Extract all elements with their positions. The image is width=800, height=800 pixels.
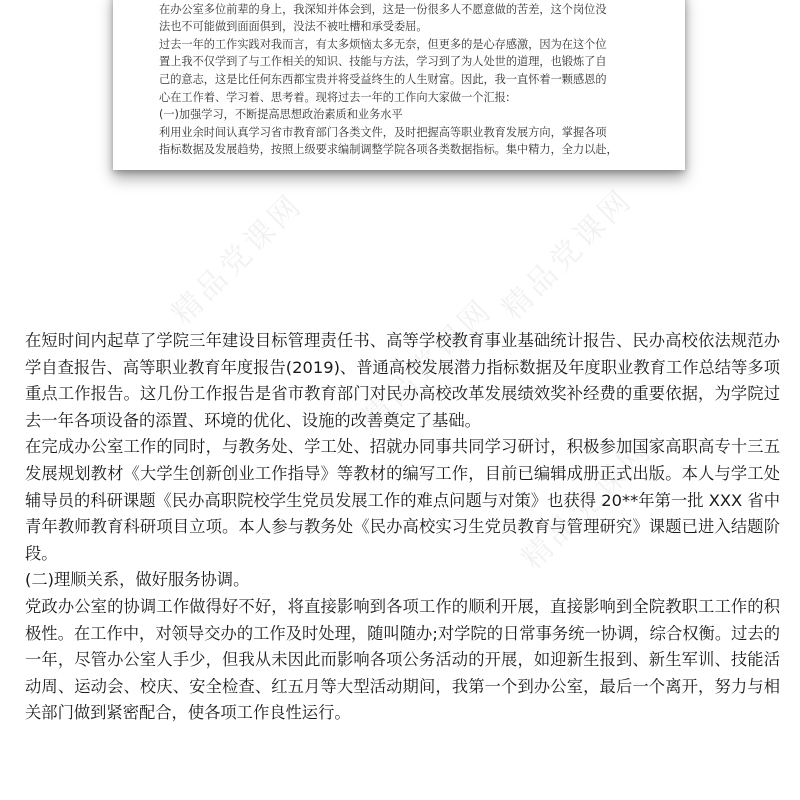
card-line: 心在工作着、学习着、思考着。现将过去一年的工作向大家做一个汇报: [159, 90, 510, 104]
card-line: 利用业余时间认真学习省市教育部门各类文件，及时把握高等职业教育发展方向，掌握各项 [159, 125, 607, 139]
document-body [25, 328, 780, 727]
document-page-text [113, 0, 685, 159]
document-page-preview [113, 0, 685, 170]
card-line: 过去一年的工作实践对我而言，有太多烦恼太多无奈，但更多的是心存感激，因为在这个位 [159, 37, 607, 51]
watermark: 精品党课网 [514, 431, 660, 577]
card-line: 法也不可能做到面面俱到，没法不被吐槽和承受委屈。 [159, 20, 428, 34]
card-line: 己的意志，这是比任何东西都宝贵并将受益终生的人生财富。因此，我一直怀着一颗感恩的 [159, 72, 607, 86]
card-line: 在办公室多位前辈的身上，我深知并体会到，这是一份很多人不愿意做的苦差，这个岗位没 [159, 2, 607, 16]
paragraph: 在短时间内起草了学院三年建设目标管理责任书、高等学校教育事业基础统计报告、民办高校依法规范办学自查报告、高等职业教育年度报告(2019)、普通高校发展潜力指标数据及年度职业教育工作总结等多项重点工作报告。这几份工作报告是省市教育部门对民办高校改革发展绩效奖补经费的重要依据，为学院过去一年各项设备的添置、环境的优化、设施的改善奠定了基础。 [25, 331, 780, 430]
watermark: 精品党课网 [494, 181, 640, 327]
section-heading: (二)理顺关系，做好服务协调。 [25, 570, 250, 590]
watermark: 精品党课网 [354, 291, 500, 437]
card-line: 指标数据及发展趋势，按照上级要求编制调整学院各项各类数据指标。集中精力，全力以赴， [159, 143, 618, 157]
paragraph: 党政办公室的协调工作做得好不好，将直接影响到各项工作的顺利开展，直接影响到全院教职工工作的积极性。在工作中，对领导交办的工作及时处理，随叫随办;对学院的日常事务统一协调，综合权衡。过去的一年，尽管办公室人手少，但我从未因此而影响各项公务活动的开展，如迎新生报到、新生军训、技能活动周、运动会、校庆、安全检查、红五月等大型活动期间，我第一个到办公室，最后一个离开，努力与相关部门做到紧密配合，使各项工作良性运行。 [25, 596, 780, 723]
card-line: (一)加强学习，不断提高思想政治素质和业务水平 [159, 108, 403, 122]
card-line: 置上我不仅学到了与工作相关的知识、技能与方法，学习到了为人处世的道理，也锻炼了自 [159, 55, 607, 69]
watermark: 精品党课网 [164, 186, 310, 332]
paragraph: 在完成办公室工作的同时，与教务处、学工处、招就办同事共同学习研讨，积极参加国家高职高专十三五发展规划教材《大学生创新创业工作指导》等教材的编写工作，目前已编辑成册正式出版。本人与学工处辅导员的科研课题《民办高职院校学生党员发展工作的难点问题与对策》也获得 20**年第一批 XXX 省中青年教师教育科研项目立项。本人参与教务处《民办高校实习生党员教育与管理研究》课题已进入结题阶段。 [25, 437, 780, 563]
